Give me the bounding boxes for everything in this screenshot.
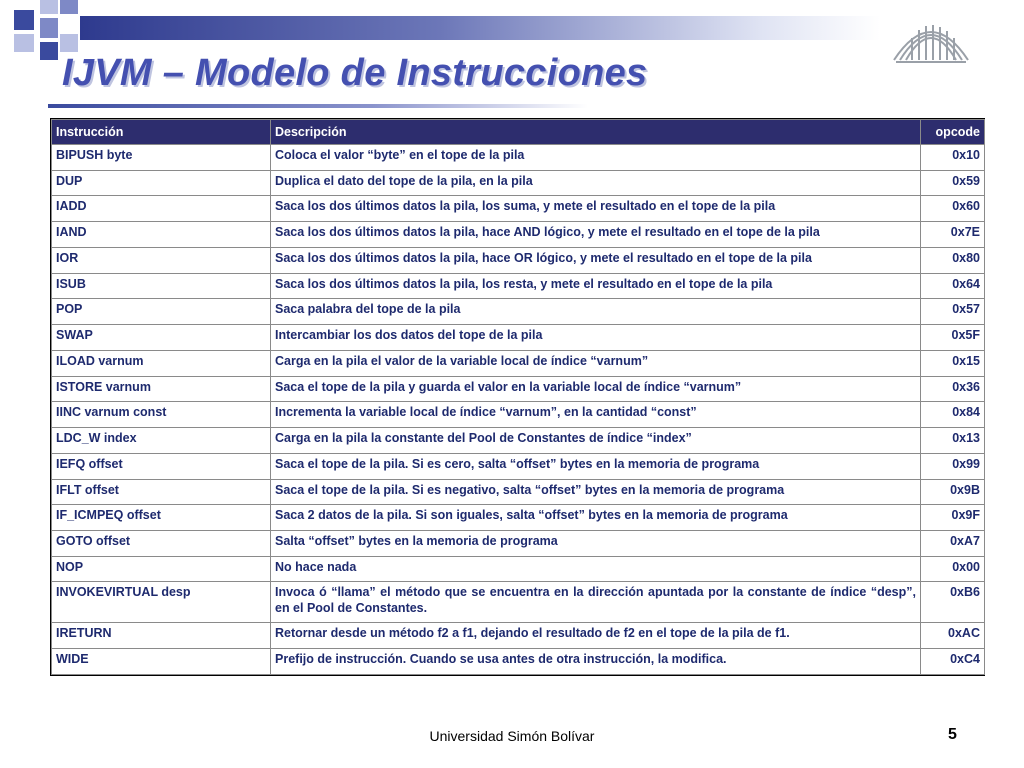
table-header-row (52, 120, 985, 145)
description-cell: Saca los dos últimos datos la pila, los resta, y mete el resultado en el tope de la pila (271, 273, 921, 299)
table-row (52, 145, 985, 171)
description-cell: Prefijo de instrucción. Cuando se usa antes de otra instrucción, la modifica. (271, 649, 921, 675)
table-row (52, 170, 985, 196)
table-row (52, 531, 985, 557)
opcode-cell: 0xB6 (921, 582, 985, 623)
instruction-cell: LDC_W index (52, 428, 271, 454)
description-cell: Saca palabra del tope de la pila (271, 299, 921, 325)
decor-square (60, 0, 78, 14)
instruction-cell: INVOKEVIRTUAL desp (52, 582, 271, 623)
description-cell: Carga en la pila el valor de la variable local de índice “varnum” (271, 350, 921, 376)
description-cell: Intercambiar los dos datos del tope de la pila (271, 325, 921, 351)
instruction-cell: POP (52, 299, 271, 325)
title-underline (48, 104, 588, 108)
opcode-cell: 0x84 (921, 402, 985, 428)
description-cell: Saca el tope de la pila. Si es cero, salta “offset” bytes en la memoria de programa (271, 453, 921, 479)
description-cell: Incrementa la variable local de índice “varnum”, en la cantidad “const” (271, 402, 921, 428)
decor-square (40, 42, 58, 60)
description-cell: Coloca el valor “byte” en el tope de la pila (271, 145, 921, 171)
table-row (52, 623, 985, 649)
opcode-cell: 0x36 (921, 376, 985, 402)
description-cell: Saca los dos últimos datos la pila, hace AND lógico, y mete el resultado en el tope de la pila (271, 222, 921, 248)
table-row (52, 247, 985, 273)
table-row (52, 222, 985, 248)
instruction-cell: IAND (52, 222, 271, 248)
instruction-cell: ISUB (52, 273, 271, 299)
opcode-cell: 0x57 (921, 299, 985, 325)
description-cell: Saca los dos últimos datos la pila, hace OR lógico, y mete el resultado en el tope de la pila (271, 247, 921, 273)
column-header-opcode: opcode (921, 120, 985, 145)
description-cell: Duplica el dato del tope de la pila, en la pila (271, 170, 921, 196)
instruction-cell: IINC varnum const (52, 402, 271, 428)
university-dome-logo (890, 8, 972, 66)
opcode-cell: 0x99 (921, 453, 985, 479)
instruction-cell: IF_ICMPEQ offset (52, 505, 271, 531)
instruction-cell: IEFQ offset (52, 453, 271, 479)
description-cell: Retornar desde un método f2 a f1, dejando el resultado de f2 en el tope de la pila de f1. (271, 623, 921, 649)
table-row (52, 505, 985, 531)
opcode-cell: 0x10 (921, 145, 985, 171)
table-row (52, 273, 985, 299)
opcode-cell: 0x7E (921, 222, 985, 248)
table-row (52, 453, 985, 479)
instruction-cell: SWAP (52, 325, 271, 351)
decor-square (60, 34, 78, 52)
table-row (52, 402, 985, 428)
instruction-cell: DUP (52, 170, 271, 196)
opcode-cell: 0xC4 (921, 649, 985, 675)
table-row (52, 350, 985, 376)
instruction-cell: WIDE (52, 649, 271, 675)
opcode-cell: 0xAC (921, 623, 985, 649)
decor-square (14, 34, 34, 52)
opcode-cell: 0x9F (921, 505, 985, 531)
column-header-instruccion: Instrucción (52, 120, 271, 145)
opcode-cell: 0x64 (921, 273, 985, 299)
table-row (52, 325, 985, 351)
instruction-cell: BIPUSH byte (52, 145, 271, 171)
page-number: 5 (948, 726, 957, 743)
instruction-cell: NOP (52, 556, 271, 582)
opcode-cell: 0x5F (921, 325, 985, 351)
header-gradient-bar (80, 16, 880, 40)
decor-square (40, 18, 58, 38)
instruction-cell: GOTO offset (52, 531, 271, 557)
opcode-cell: 0x80 (921, 247, 985, 273)
description-cell: Salta “offset” bytes en la memoria de programa (271, 531, 921, 557)
instruction-cell: ILOAD varnum (52, 350, 271, 376)
table-row (52, 376, 985, 402)
opcode-cell: 0x15 (921, 350, 985, 376)
description-cell: Saca 2 datos de la pila. Si son iguales, salta “offset” bytes en la memoria de programa (271, 505, 921, 531)
opcode-cell: 0x60 (921, 196, 985, 222)
description-cell: Invoca ó “llama” el método que se encuentra en la dirección apuntada por la constante de índice “desp”, en el Pool de Constantes. (271, 582, 921, 623)
opcode-cell: 0xA7 (921, 531, 985, 557)
description-cell: Saca los dos últimos datos la pila, los suma, y mete el resultado en el tope de la pila (271, 196, 921, 222)
instruction-cell: IADD (52, 196, 271, 222)
table-row (52, 582, 985, 623)
opcode-cell: 0x13 (921, 428, 985, 454)
decor-square (14, 10, 34, 30)
footer-institution: Universidad Simón Bolívar (429, 728, 595, 744)
instruction-cell: ISTORE varnum (52, 376, 271, 402)
table-row (52, 649, 985, 675)
instruction-cell: IRETURN (52, 623, 271, 649)
table-row (52, 479, 985, 505)
instruction-cell: IFLT offset (52, 479, 271, 505)
description-cell: No hace nada (271, 556, 921, 582)
description-cell: Saca el tope de la pila y guarda el valor en la variable local de índice “varnum” (271, 376, 921, 402)
page-title: IJVM – Modelo de Instrucciones (62, 52, 648, 94)
table-row (52, 556, 985, 582)
opcode-cell: 0x59 (921, 170, 985, 196)
table-row (52, 428, 985, 454)
table-row (52, 196, 985, 222)
table-row (52, 299, 985, 325)
decor-square (40, 0, 58, 14)
instruction-table (51, 119, 985, 675)
instruction-table-container (50, 118, 985, 676)
opcode-cell: 0x00 (921, 556, 985, 582)
opcode-cell: 0x9B (921, 479, 985, 505)
description-cell: Carga en la pila la constante del Pool de Constantes de índice “index” (271, 428, 921, 454)
column-header-descripcion: Descripción (271, 120, 921, 145)
instruction-cell: IOR (52, 247, 271, 273)
description-cell: Saca el tope de la pila. Si es negativo, salta “offset” bytes en la memoria de programa (271, 479, 921, 505)
